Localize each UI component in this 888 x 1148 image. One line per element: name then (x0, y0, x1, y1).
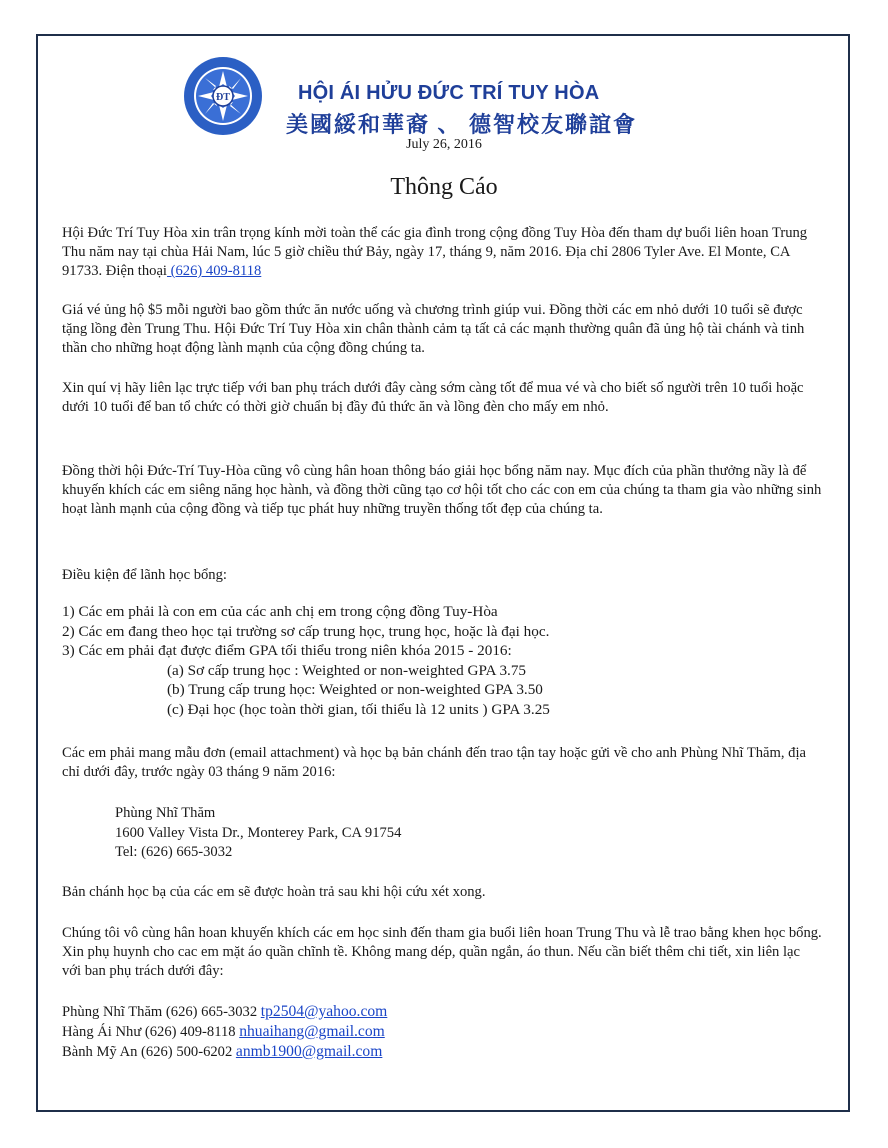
contact-row (62, 1002, 387, 1022)
email-link[interactable]: anmb1900@gmail.com (235, 1043, 383, 1060)
paragraph-submission: Các em phải mang mẫu đơn (email attachment) và học bạ bản chánh đến trao tận tay hoặc gửi về cho anh Phùng Nhĩ Thăm, địa chỉ dưới đây, trước ngày 03 tháng 9 năm 2016: (62, 745, 806, 780)
email-link[interactable]: tp2504@yahoo.com (260, 1003, 388, 1020)
mailing-address (115, 804, 401, 863)
address-phone: Tel: (626) 665-3032 (115, 844, 233, 860)
list-item: (b) Trung cấp trung học: Weighted or non-weighted GPA 3.50 (167, 681, 543, 698)
paragraph-invitation (62, 224, 822, 281)
organization-name-chinese: 美國綏和華裔 、 德智校友聯誼會 (286, 112, 638, 137)
contact-row (62, 1022, 387, 1042)
logo-monogram: ĐT (216, 92, 230, 103)
address-street: 1600 Valley Vista Dr., Monterey Park, CA 91754 (115, 824, 402, 841)
paragraph-scholarship: Đồng thời hội Đức-Trí Tuy-Hòa cũng vô cùng hân hoan thông báo giải học bổng năm nay. Mục đích của phần thưởng nầy là để khuyến khích các em siêng năng học hành, và đồng thời cũng tạo cơ hội tốt cho các con em của chúng ta tham gia vào những sinh hoạt lành mạnh của cộng đồng và tiếp tục phát huy những truyền thống tốt đẹp của chúng ta. (62, 463, 822, 517)
contact-name-phone: Phùng Nhĩ Thăm (626) 665-3032 (62, 1004, 261, 1020)
address-name: Phùng Nhĩ Thăm (115, 805, 216, 821)
contact-row (62, 1042, 387, 1062)
association-seal-icon (183, 56, 263, 136)
list-item: (c) Đại học (học toàn thời gian, tối thiểu là 12 units ) GPA 3.25 (167, 700, 550, 718)
page-title: Thông Cáo (390, 174, 498, 200)
paragraph-contact-request: Xin quí vị hãy liên lạc trực tiếp với ban phụ trách dưới đây càng sớm càng tốt để mua vé và cho biết số người trên 10 tuổi hoặc dưới 10 tuổi để ban tổ chức có thời giờ chuẩn bị đầy đủ thức ăn và lồng đèn cho mấy em nhỏ. (62, 380, 804, 415)
conditions-list (62, 602, 550, 719)
paragraph-return-note: Bản chánh học bạ của các em sẽ được hoàn trả sau khi hội cứu xét xong. (62, 884, 486, 900)
list-item: (a) Sơ cấp trung học : Weighted or non-weighted GPA 3.75 (167, 661, 527, 679)
phone-link[interactable]: (626) 409-8118 (166, 263, 262, 279)
invitation-text: Hội Đức Trí Tuy Hòa xin trân trọng kính mời toàn thể các gia đình trong cộng đồng Tuy Hòa đến tham dự buổi liên hoan Trung Thu năm nay tại chùa Hải Nam, lúc 5 giờ chiều thứ Bảy, ngày 17, tháng 9, năm 2016. Địa chỉ 2806 Tyler Ave. El Monte, CA 91733. Điện thoại (62, 225, 808, 279)
email-link[interactable]: nhuaihang@gmail.com (239, 1023, 385, 1040)
contact-name-phone: Bành Mỹ An (626) 500-6202 (62, 1044, 236, 1060)
contact-list (62, 1002, 387, 1062)
contact-name-phone: Hàng Ái Như (626) 409-8118 (62, 1024, 240, 1040)
paragraph-encouragement: Chúng tôi vô cùng hân hoan khuyến khích các em học sinh đến tham gia buổi liên hoan Trung Thu và lễ trao bằng khen học bổng. Xin phụ huynh cho cac em mặt áo quần chĩnh tề. Không mang dép, quần ngắn, áo thun. Nếu cần biết thêm chi tiết, xin liên lạc với ban phụ trách dưới đây: (62, 925, 822, 979)
list-item: 1) Các em phải là con em của các anh chị em trong cộng đồng Tuy-Hòa (62, 603, 498, 620)
paragraph-ticket-info: Giá vé ủng hộ $5 mỗi người bao gồm thức ăn nước uống và chương trình giúp vui. Đồng thời các em nhỏ dưới 10 tuổi sẽ được tặng lồng đèn Trung Thu. Hội Đức Trí Tuy Hòa xin chân thành cảm tạ tất cả các mạnh thường quân đã ủng hộ tài chánh và tinh thần cho những hoạt động lành mạnh của cộng đồng chúng ta. (62, 302, 805, 356)
list-item: 3) Các em phải đạt được điểm GPA tối thiểu trong niên khóa 2015 - 2016: (62, 642, 512, 659)
conditions-heading: Điều kiện để lãnh học bổng: (62, 567, 227, 583)
letter-date: July 26, 2016 (406, 137, 482, 152)
list-item: 2) Các em đang theo học tại trường sơ cấp trung học, trung học, hoặc là đại học. (62, 622, 550, 640)
organization-name-vietnamese: HỘI ÁI HỬU ĐỨC TRÍ TUY HÒA (298, 82, 600, 104)
